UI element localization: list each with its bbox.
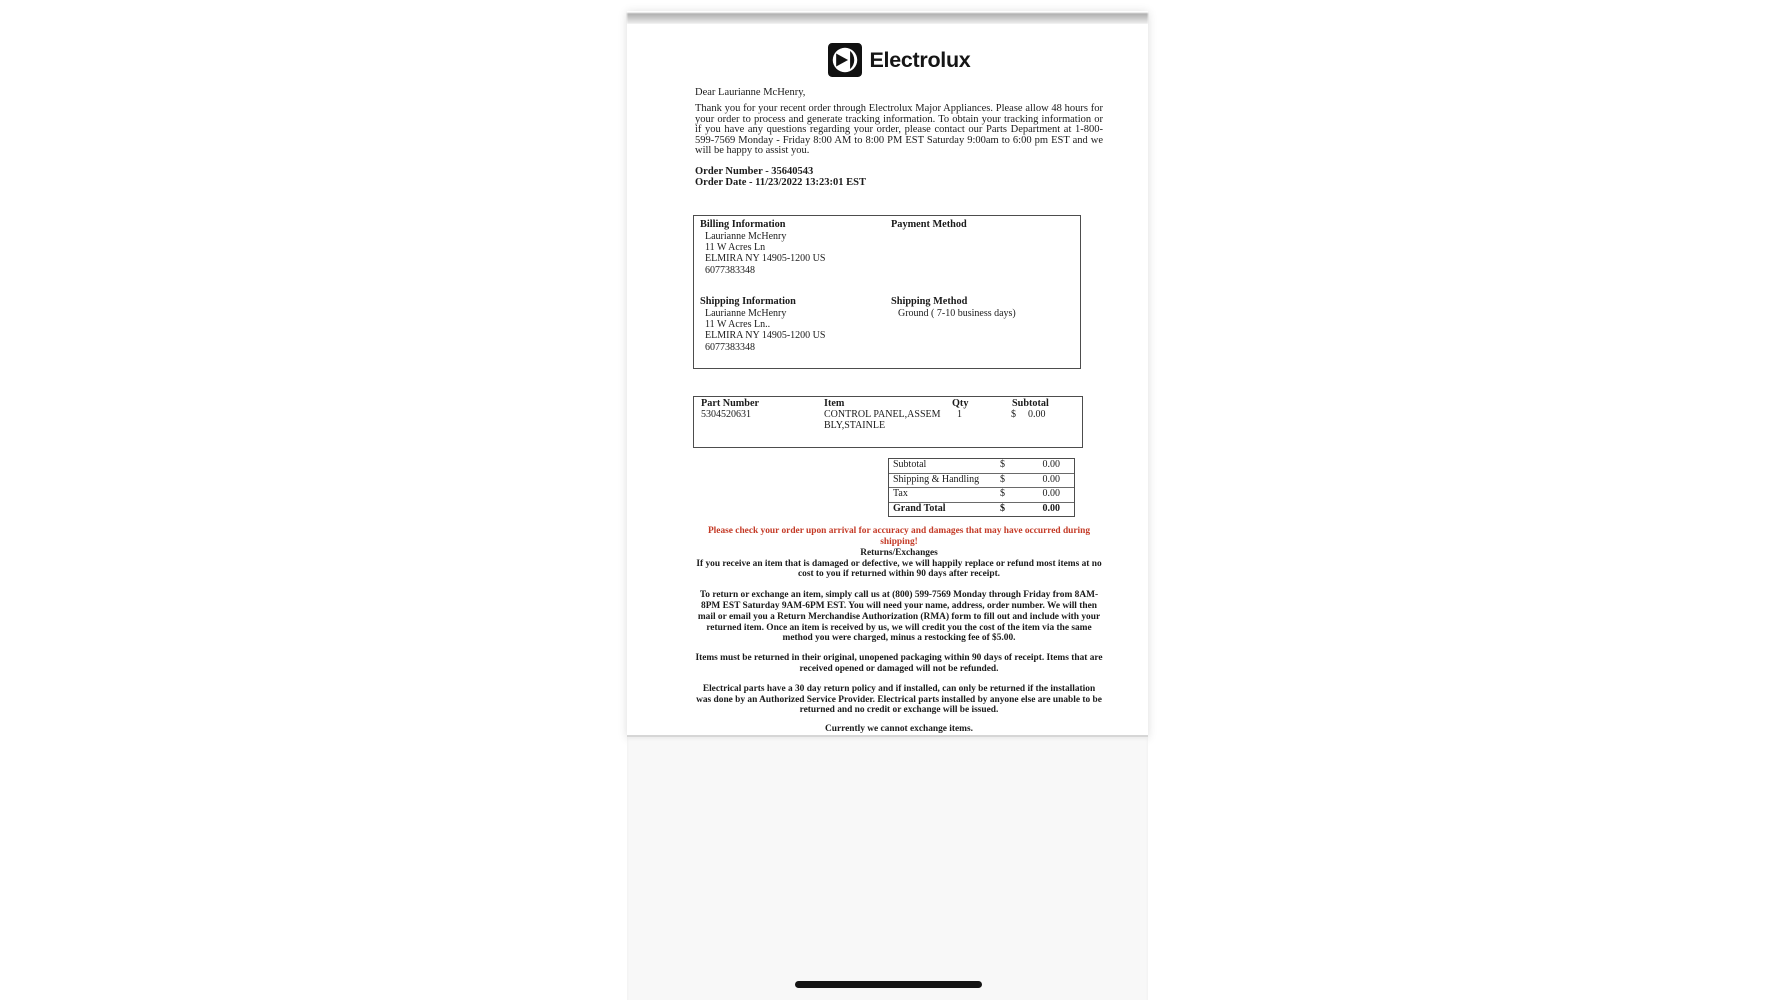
totals-label: Grand Total	[893, 502, 946, 514]
totals-currency: $	[1000, 502, 1005, 514]
shipping-warning-text: Please check your order upon arrival for accuracy and damages that may have occurred during shipping!	[707, 526, 1091, 547]
totals-label: Tax	[893, 488, 908, 500]
shipping-address-line: ELMIRA NY 14905-1200 US	[705, 330, 826, 342]
shipping-method-title: Shipping Method	[891, 296, 968, 308]
qty-cell: 1	[957, 408, 962, 420]
item-subtotal-value: 0.00	[1028, 408, 1046, 420]
shipping-address-line: Laurianne McHenry	[705, 307, 787, 319]
items-header-part-number: Part Number	[701, 398, 759, 410]
billing-address-line: 6077383348	[705, 264, 755, 276]
order-info	[695, 167, 1103, 188]
totals-row-grand-total	[889, 503, 1074, 517]
brand-logo	[695, 42, 1103, 78]
billing-address-line: Laurianne McHenry	[705, 230, 787, 242]
brand-wordmark: Electrolux	[869, 47, 971, 72]
totals-currency: $	[1000, 488, 1005, 500]
items-header-item: Item	[824, 398, 845, 410]
totals-value: 0.00	[1042, 502, 1060, 514]
shipping-method-value: Ground ( 7-10 business days)	[898, 307, 1016, 319]
totals-value: 0.00	[1042, 459, 1060, 471]
totals-value: 0.00	[1042, 473, 1060, 485]
billing-address-line: ELMIRA NY 14905-1200 US	[705, 253, 826, 265]
totals-table	[888, 458, 1075, 517]
greeting-text: Dear Laurianne McHenry,	[695, 87, 806, 98]
items-header-qty: Qty	[952, 398, 969, 410]
totals-value: 0.00	[1042, 488, 1060, 500]
totals-label: Subtotal	[893, 459, 927, 471]
returns-paragraph: Electrical parts have a 30 day return policy and if installed, can only be returned if the installation was done by an Authorized Service Provider. Electrical parts installed by anyone else are unable to be returned and no credit or exchange will be issued.	[696, 683, 1102, 716]
totals-row-tax	[889, 488, 1074, 503]
exchange-note: Currently we cannot exchange items.	[825, 724, 973, 735]
order-number: Order Number - 35640543	[695, 165, 814, 177]
shipping-info-title: Shipping Information	[700, 296, 796, 308]
totals-row-subtotal	[889, 459, 1074, 474]
returns-paragraph: To return or exchange an item, simply call us at (800) 599-7569 Monday through Friday from 8AM-8PM EST Saturday 9AM-6PM EST. You will need your name, address, order number. We will then mail or email you a Return Merchandise Authorization (RMA) form to fill out and include with your returned item. Once an item is received by us, we will credit you the cost of the item via the same method you were charged, minus a restocking fee of $5.00.	[697, 590, 1101, 644]
totals-row-shipping	[889, 474, 1074, 489]
items-table-row	[694, 410, 1082, 432]
items-header-subtotal: Subtotal	[1012, 398, 1049, 410]
intro-paragraph: Thank you for your recent order through Electrolux Major Appliances. Please allow 48 hours for your order to process and generate tracking information. To obtain your tracking information or if you have any questions regarding your order, please contact our Parts Department at 1-800-599-7569 Monday - Friday 8:00 AM to 8:00 PM EST Saturday 9:00am to 6:00 pm EST and we will be happy to assist you.	[695, 103, 1103, 157]
returns-heading: Returns/Exchanges	[860, 547, 938, 558]
currency-symbol: $	[1011, 408, 1016, 420]
part-number-cell: 5304520631	[701, 408, 751, 420]
payment-method-title: Payment Method	[891, 219, 967, 231]
home-indicator[interactable]	[795, 981, 982, 988]
totals-label: Shipping & Handling	[893, 473, 980, 485]
order-date: Order Date - 11/23/2022 13:23:01 EST	[695, 176, 867, 188]
notices-section	[695, 526, 1103, 735]
item-subtotal-cell	[992, 410, 1082, 432]
item-description-cell: CONTROL PANEL,ASSEMBLY,STAINLE	[824, 408, 941, 431]
billing-title: Billing Information	[700, 219, 786, 231]
returns-paragraph: Items must be returned in their original, unopened packaging within 90 days of receipt. Items that are received opened or damaged will not be refunded.	[695, 653, 1103, 674]
returns-intro-paragraph: If you receive an item that is damaged or defective, we will happily replace or refund most items at no cost to you if returned within 90 days after receipt.	[696, 558, 1102, 580]
document-viewer[interactable]	[627, 11, 1148, 737]
shipping-address-line: 11 W Acres Ln..	[705, 319, 771, 330]
shipping-address-line: 6077383348	[705, 341, 755, 353]
billing-address-line: 11 W Acres Ln	[705, 241, 766, 253]
electrolux-logo-icon	[828, 43, 862, 77]
document-page	[627, 24, 1148, 737]
page-end-divider	[627, 735, 1148, 1000]
document-content	[695, 24, 1103, 735]
totals-currency: $	[1000, 459, 1005, 471]
billing-info-box	[693, 215, 1081, 369]
totals-currency: $	[1000, 473, 1005, 485]
toolbar-shadow	[627, 13, 1148, 24]
items-table	[693, 396, 1083, 448]
